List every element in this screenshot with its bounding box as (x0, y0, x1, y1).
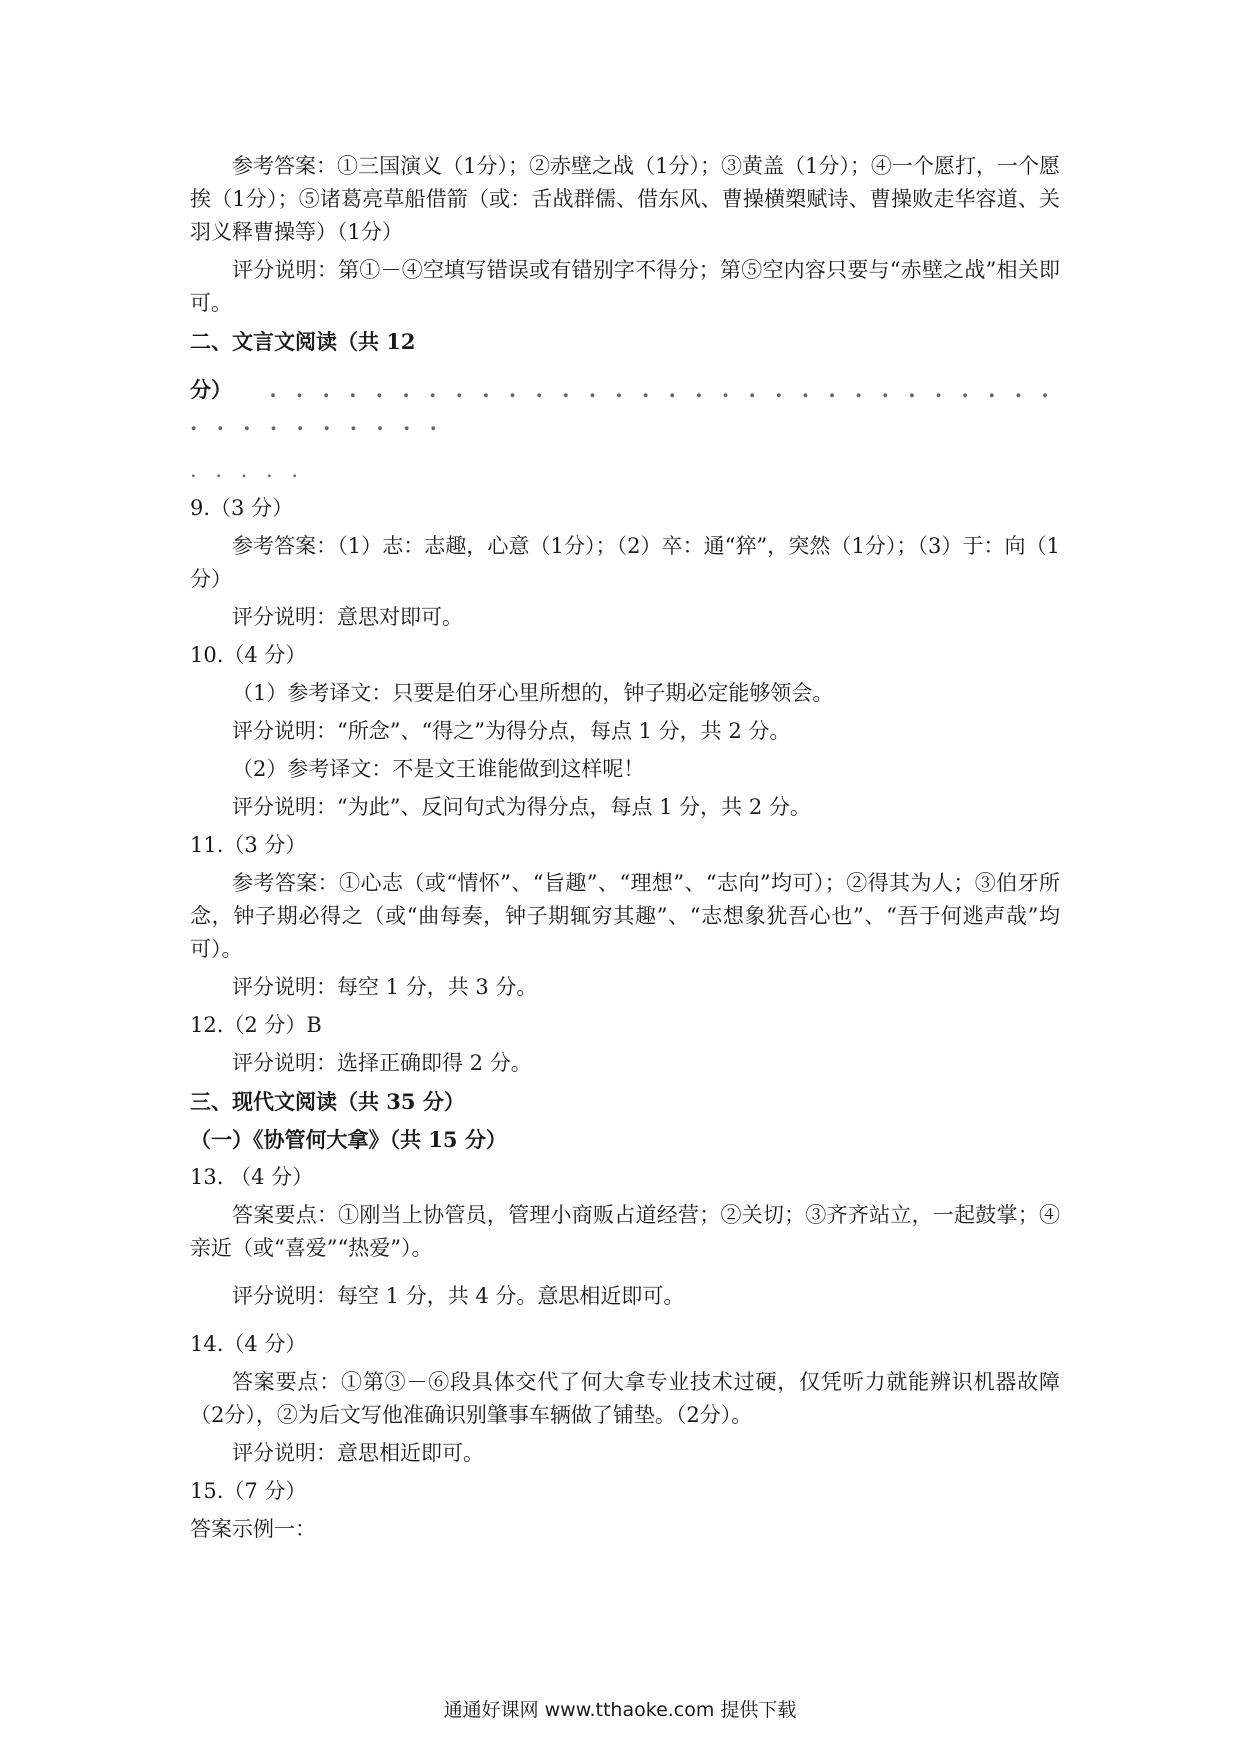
q12-title: 12.（2 分）B (190, 1013, 322, 1037)
q11-answer: 参考答案：①心志（或“情怀”、“旨趣”、“理想”、“志向”均可）；②得其为人；③伯牙所念，钟子期必得之（或“曲每奏，钟子期辄穷其趣”、“志想象犹吾心也”、“吾于何逃声哉”均可）。 (190, 871, 1060, 961)
section1-answer: 参考答案：①三国演义（1分）；②赤壁之战（1分）；③黄盖（1分）；④一个愿打，一个愿挨（1分）；⑤诸葛亮草船借箭（或：舌战群儒、借东风、曹操横槊赋诗、曹操败走华容道、关羽义释曹操等）（1分） (190, 154, 1060, 244)
q13-scoring: 评分说明：每空 1 分，共 4 分。意思相近即可。 (232, 1284, 685, 1308)
q10-title: 10.（4 分） (190, 643, 307, 667)
q10-scoring1: 评分说明：“所念”、“得之”为得分点，每点 1 分，共 2 分。 (232, 719, 791, 743)
section3-heading: 三、现代文阅读（共 35 分） (190, 1089, 465, 1114)
q13-title: 13. （4 分） (190, 1165, 314, 1189)
q15-example: 答案示例一： (190, 1517, 316, 1541)
q14-scoring: 评分说明：意思相近即可。 (232, 1441, 484, 1465)
page-footer: 通通好课网 www.tthaoke.com 提供下载 (443, 1699, 797, 1721)
leader-dots-tail: . . . . . (190, 458, 305, 482)
q11-title: 11.（3 分） (190, 833, 307, 857)
leader-dots: . . . . . . . . . . . . . . . . . . . . . . . . . . . . . . . . . . . . . . . . (190, 377, 1055, 435)
q12-scoring: 评分说明：选择正确即得 2 分。 (232, 1051, 532, 1075)
q10-scoring2: 评分说明：“为此”、反问句式为得分点，每点 1 分，共 2 分。 (232, 795, 811, 819)
q15-title: 15.（7 分） (190, 1479, 307, 1503)
q9-scoring: 评分说明：意思对即可。 (232, 605, 463, 629)
document-body (190, 150, 1060, 1551)
q9-title: 9.（3 分） (190, 496, 294, 520)
q14-answer: 答案要点：①第③－⑥段具体交代了何大拿专业技术过硬，仅凭听力就能辨识机器故障（2分），②为后文写他准确识别肇事车辆做了铺垫。（2分）。 (190, 1370, 1060, 1427)
section2-heading-cont (190, 373, 1060, 439)
leader-dots-cont (190, 454, 1060, 487)
q11-scoring: 评分说明：每空 1 分，共 3 分。 (232, 975, 538, 999)
q13-answer: 答案要点：①刚当上协管员，管理小商贩占道经营；②关切；③齐齐站立，一起鼓掌；④亲近（或“喜爱”“热爱”）。 (190, 1203, 1060, 1260)
section2-heading-tail: 分） (190, 377, 232, 402)
section3-sub-heading: （一）《协管何大拿》（共 15 分） (190, 1127, 507, 1152)
section2-heading: 二、文言文阅读（共 12 (190, 329, 416, 354)
q14-title: 14.（4 分） (190, 1332, 307, 1356)
q10-part2: （2）参考译文：不是文王谁能做到这样呢！ (232, 757, 645, 781)
section1-scoring: 评分说明：第①－④空填写错误或有错别字不得分；第⑤空内容只要与“赤壁之战”相关即可。 (190, 258, 1060, 315)
q10-part1: （1）参考译文：只要是伯牙心里所想的，钟子期必定能够领会。 (232, 681, 834, 705)
q9-answer: 参考答案：（1）志：志趣，心意（1分）；（2）卒：通“猝”，突然（1分）；（3）于：向（1分） (190, 534, 1060, 591)
